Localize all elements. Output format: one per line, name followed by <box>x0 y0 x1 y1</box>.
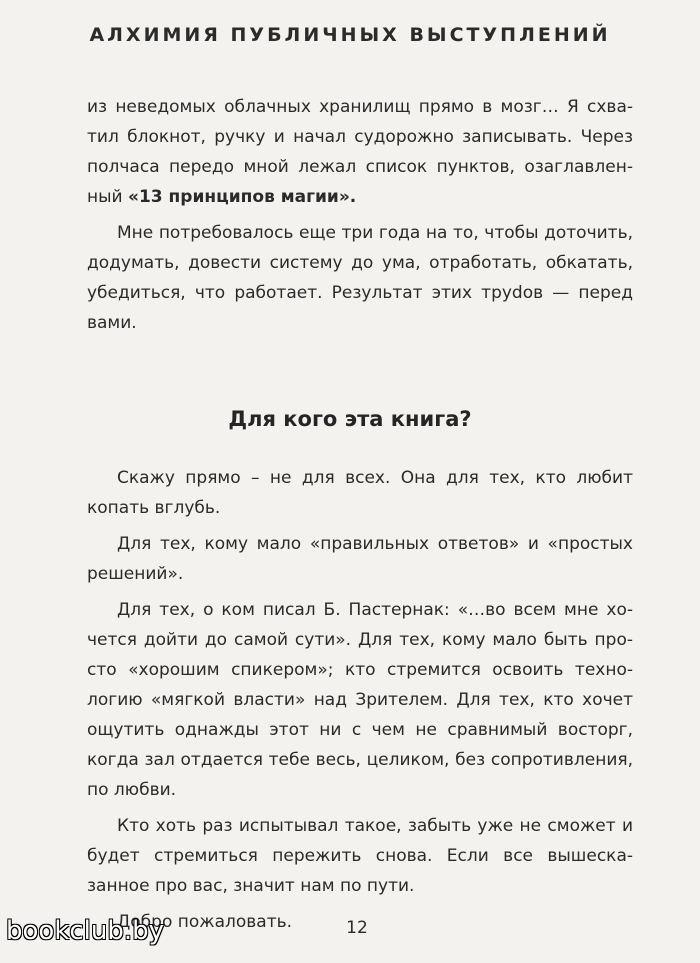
principles-title: «13 принципов магии». <box>128 187 357 207</box>
section-paragraph-1: Скажу прямо – не для всех. Она для тех, кто любит копать вглубь. <box>87 468 633 518</box>
page-number: 12 <box>346 918 368 938</box>
running-head: АЛХИМИЯ ПУБЛИЧНЫХ ВЫСТУПЛЕНИЙ <box>89 24 611 46</box>
section-paragraph-3: Для тех, о ком писал Б. Пастернак: «…во всем мне хочется дойти до самой сути». Для тех, кому мало быть просто «хорошим спикером»; кто стремится освоить технологию «мягкой власти» над Зрителем. Для тех, кто хочет ощутить однажды этот ни с чем не сравнимый восторг, когда зал отдается тебе весь, целиком, без сопротивления, по любви. <box>87 600 633 800</box>
section-text <box>87 463 633 937</box>
intro-paragraph-1-text: из неведомых облачных хранилищ прямо в мозг… Я схватил блокнот, ручку и начал судорожно записывать. Через полчаса передо мной лежал список пунктов, озаглавленный <box>87 97 633 207</box>
intro-text <box>87 92 633 338</box>
section-paragraph-4: Кто хоть раз испытывал такое, забыть уже не сможет и будет стремиться пережить снова. Если все вышесказанное про вас, значит нам по пути. <box>87 816 633 896</box>
intro-paragraph-1 <box>87 92 633 212</box>
intro-paragraph-2: Мне потребовалось еще три года на то, чтобы доточить, додумать, довести систему до ума, отработать, обкатать, убедиться, что работает. Результат этих труdов — перед вами. <box>87 223 633 333</box>
watermark: bookclub.by <box>6 916 165 946</box>
section-heading: Для кого эта книга? <box>228 407 472 431</box>
section-paragraph-2: Для тех, кому мало «правильных ответов» и «простых решений». <box>87 534 633 584</box>
section-paragraph-5: Добро пожаловать. <box>117 912 293 932</box>
